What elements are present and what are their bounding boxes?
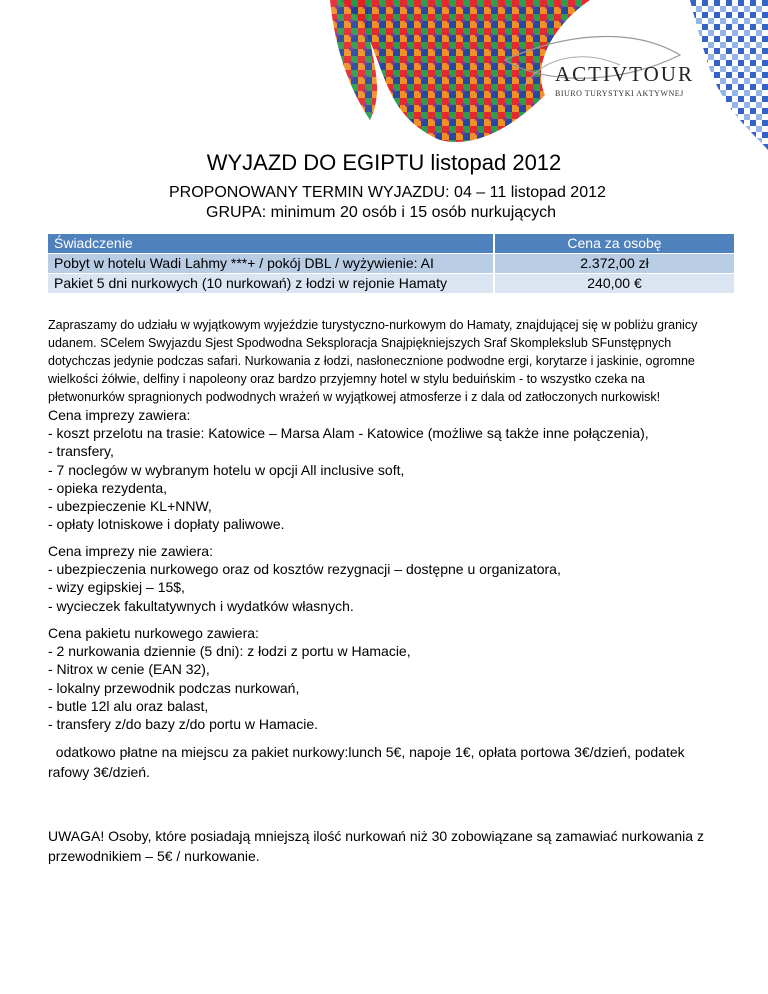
notice xyxy=(48,826,768,866)
list-item: - koszt przelotu na trasie: Katowice – Marsa Alam - Katowice (możliwe są także inne połączenia), xyxy=(48,425,649,442)
group-size: GRUPA: minimum 20 osób i 15 osób nurkujących xyxy=(206,204,557,221)
section-heading: Cena imprezy nie zawiera: xyxy=(48,543,213,559)
trip-dates: PROPONOWANY TERMIN WYJAZDU: 04 – 11 listopad 2012 xyxy=(169,184,606,201)
price-cell: 240,00 € xyxy=(495,274,734,293)
list-item: - transfery, xyxy=(48,443,114,460)
page-title: WYJAZD DO EGIPTU listopad 2012 xyxy=(206,150,562,175)
diving-package-section xyxy=(48,624,768,733)
list-item: - ubezpieczenie KL+NNW, xyxy=(48,498,212,515)
section-heading: Cena pakietu nurkowego zawiera: xyxy=(48,625,259,641)
list-item: - wizy egipskiej – 15$, xyxy=(48,579,185,596)
list-item: - 2 nurkowania dziennie (5 dni): z łodzi z portu w Hamacie, xyxy=(48,643,411,660)
brand-name: ACTIVTOUR xyxy=(555,62,694,86)
intro-line: Zapraszamy do udziału w wyjątkowym wyjeździe turystyczno-nurkowym do Hamaty, znajdującej się w pobliżu granicy xyxy=(48,318,698,332)
notice-line: przewodnikiem – 5€ / nurkowanie. xyxy=(48,848,260,864)
brand-block xyxy=(555,62,765,98)
list-item: - butle 12l alu oraz balast, xyxy=(48,697,209,714)
intro-line: udanem. SCelem Swyjazdu Sjest Spodwodna Seksploracja Snajpiękniejszych Sraf Skomplekslub SFunstępnych xyxy=(48,336,672,350)
notice-line: UWAGA! Osoby, które posiadają mniejszą ilość nurkowań niż 30 zobowiązane są zamawiać nurkowania z xyxy=(48,828,704,844)
list-item: - ubezpieczenia nurkowego oraz od kosztów rezygnacji – dostępne u organizatora, xyxy=(48,561,561,578)
service-cell: Pobyt w hotelu Wadi Lahmy ***+ / pokój DBL / wyżywienie: AI xyxy=(48,254,493,273)
includes-section xyxy=(48,406,768,533)
service-cell: Pakiet 5 dni nurkowych (10 nurkowań) z łodzi w rejonie Hamaty xyxy=(48,274,493,293)
intro-line: dotychczas jedynie podczas safari. Nurkowania z łodzi, nasłonecznione podwodne ergi, korytarze i jaskinie, ogromne xyxy=(48,354,695,368)
table-row xyxy=(48,254,734,273)
list-item: - opieka rezydenta, xyxy=(48,479,168,496)
list-item: - Nitrox w cenie (EAN 32), xyxy=(48,661,210,678)
extra-fees-line: odatkowo płatne na miejscu za pakiet nurkowy:lunch 5€, napoje 1€, opłata portowa 3€/dzień, podatek xyxy=(48,744,685,760)
extra-fees-line: rafowy 3€/dzień. xyxy=(48,764,150,780)
list-item: - opłaty lotniskowe i dopłaty paliwowe. xyxy=(48,516,285,533)
price-table-header xyxy=(48,234,734,253)
header-service: Świadczenie xyxy=(48,234,493,253)
intro-line: wielkości żółwie, delfiny i napoleony oraz bardzo przyjemny hotel w stylu beduińskim - to wszystko czeka na xyxy=(48,372,645,386)
list-item: - transfery z/do bazy z/do portu w Hamacie. xyxy=(48,716,318,733)
extra-fees xyxy=(48,742,768,782)
list-item: - wycieczek fakultatywnych i wydatków własnych. xyxy=(48,597,354,614)
excludes-section xyxy=(48,542,768,615)
brand-tagline: BIURO TURYSTYKI AKTYWNEJ xyxy=(555,89,684,98)
header-price: Cena za osobę xyxy=(495,234,734,253)
table-row xyxy=(48,274,734,293)
list-item: - lokalny przewodnik podczas nurkowań, xyxy=(48,679,300,696)
intro-paragraph xyxy=(48,316,768,406)
price-table xyxy=(48,234,734,294)
section-heading: Cena imprezy zawiera: xyxy=(48,407,191,423)
list-item: - 7 noclegów w wybranym hotelu w opcji All inclusive soft, xyxy=(48,461,405,478)
price-cell: 2.372,00 zł xyxy=(495,254,734,273)
intro-line: płetwonurków spragnionych podwodnych wrażeń w wyjątkowej atmosferze i z dala od zatłoczonych nurkowisk! xyxy=(48,390,661,404)
